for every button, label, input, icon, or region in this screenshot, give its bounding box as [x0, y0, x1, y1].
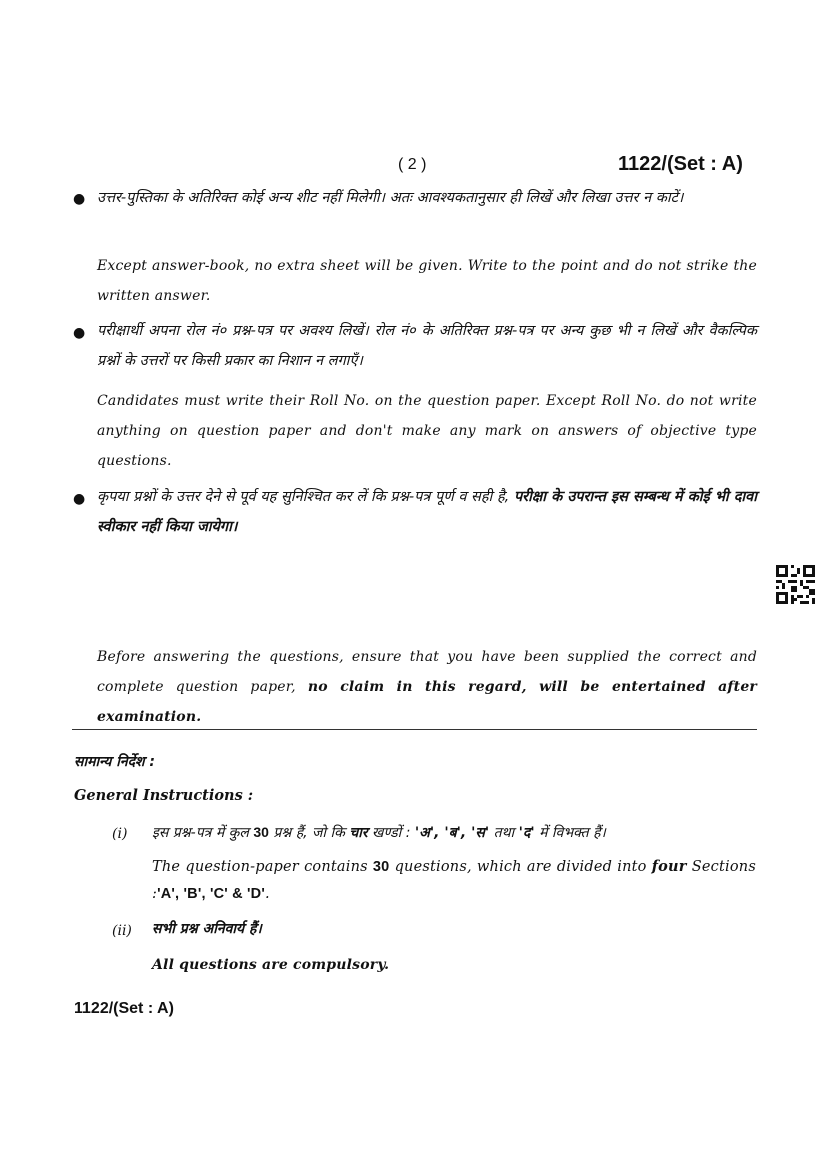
instruction-1-hindi-section-d: 'द': [518, 825, 535, 841]
instruction-1-hindi-sections: 'अ', 'ब', 'स': [414, 825, 490, 841]
page-number: ( 2 ): [398, 156, 427, 173]
set-code-header: 1122/(Set : A): [618, 153, 743, 175]
instruction-2-hindi: सभी प्रश्न अनिवार्य हैं।: [152, 921, 262, 937]
instruction-1-english-count: 30: [372, 859, 390, 875]
instruction-2-english: All questions are compulsory.: [152, 957, 390, 973]
bullet-3: ●: [73, 491, 86, 507]
divider: [72, 729, 757, 730]
instruction-1-hindi: [152, 817, 756, 848]
instruction-1-english-sections: 'A', 'B', 'C' & 'D': [157, 886, 266, 902]
note-3-hindi: [97, 482, 757, 542]
note-1-hindi: उत्तर-पुस्तिका के अतिरिक्त कोई अन्य शीट नहीं मिलेगी। अतः आवश्यकतानुसार ही लिखें और लिखा उत्तर न काटें।: [97, 190, 684, 206]
qr-code-icon: [776, 565, 815, 604]
instruction-1-english-part: .: [265, 886, 270, 902]
instruction-1-hindi-part: खण्डों :: [372, 825, 411, 841]
note-3-hindi-bold: परीक्षा के उपरान्त इस सम्बन्ध में कोई भी दावा स्वीकार नहीं किया जायेगा।: [97, 489, 758, 535]
bullet-1: ●: [73, 191, 86, 207]
general-instructions-heading-hindi: सामान्य निर्देश :: [74, 754, 156, 770]
instruction-1-hindi-count: 30: [253, 824, 269, 840]
note-2-hindi: परीक्षार्थी अपना रोल नं० प्रश्न-पत्र पर अवश्य लिखें। रोल नं० के अतिरिक्त प्रश्न-पत्र पर अन्य कुछ भी न लिखें और वैकल्पिक प्रश्नों के उत्तरों पर किसी प्रकार का निशान न लगाएँ।: [97, 323, 757, 369]
instruction-1-english: [152, 853, 756, 908]
instruction-1-hindi-part: इस प्रश्न-पत्र में कुल: [152, 825, 249, 841]
instruction-1-hindi-part: तथा: [493, 825, 515, 841]
note-3-english-bold: no claim in this regard, will be entertained after examination.: [97, 679, 757, 725]
note-3-english-plain: Before answering the questions, ensure that you have been supplied the correct and complete question paper,: [97, 649, 757, 695]
instruction-1-numeral: (i): [112, 826, 128, 842]
note-2-english: Candidates must write their Roll No. on the question paper. Except Roll No. do not write anything on question paper and don't make any mark on answers of objective type questions.: [97, 393, 757, 469]
instruction-1-hindi-part: प्रश्न हैं, जो कि: [273, 825, 345, 841]
general-instructions-heading-english: General Instructions :: [74, 787, 254, 804]
instruction-2-numeral: (ii): [112, 923, 132, 939]
note-3-english: [97, 642, 757, 732]
note-3-hindi-plain: कृपया प्रश्नों के उत्तर देने से पूर्व यह सुनिश्चित कर लें कि प्रश्न-पत्र पूर्ण व सही है,: [97, 489, 510, 505]
instruction-1-english-part: Sections :: [152, 859, 756, 902]
bullet-2: ●: [73, 325, 86, 341]
instruction-1-english-part: questions, which are divided into: [394, 859, 647, 875]
instruction-1-hindi-four: चार: [349, 825, 368, 841]
instruction-1-english-four: four: [651, 858, 687, 875]
note-1-english: Except answer-book, no extra sheet will be given. Write to the point and do not strike the written answer.: [97, 258, 757, 304]
instruction-1-english-part: The question-paper contains: [152, 859, 368, 875]
instruction-1-hindi-part: में विभक्त हैं।: [539, 825, 606, 841]
set-code-footer: 1122/(Set : A): [74, 1000, 174, 1017]
